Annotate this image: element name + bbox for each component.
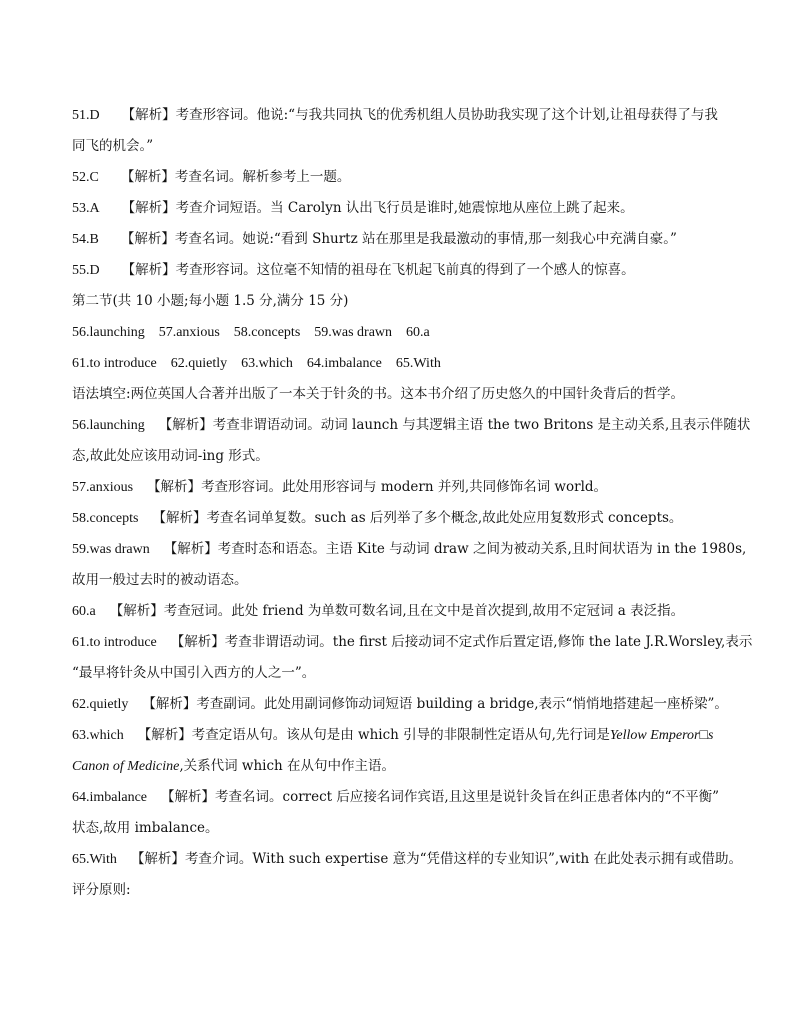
item-number: 58.concepts [72,511,139,526]
answer-item-59 [72,534,747,565]
answer-56: 56.launching [72,325,145,340]
analysis-label: 【解析】 [163,541,218,557]
analysis-text: 考查名词。她说:“看到 Shurtz 站在那里是我最激动的事情,那一刻我心中充满自豪。” [174,231,677,247]
answer-item-61 [72,627,753,658]
analysis-text-continued: 态,故此处应该用动词-ing 形式。 [72,448,269,464]
item-number: 65.With [72,852,117,867]
answer-key-page [72,100,753,906]
analysis-label: 【解析】 [137,727,192,743]
answer-item-63 [72,720,734,751]
answer-item-63-continued [72,751,734,782]
analysis-label: 【解析】 [109,603,164,619]
analysis-text: 考查时态和语态。主语 Kite 与动词 draw 之间为被动关系,且时间状语为 in the 1980s, [217,541,747,557]
analysis-label: 【解析】 [121,262,176,278]
analysis-text-continued: “最早将针灸从中国引入西方的人之一”。 [72,665,316,681]
analysis-text: 考查冠词。此处 friend 为单数可数名词,且在文中是首次提到,故用不定冠词 a 表泛指。 [163,603,685,619]
answer-item-65 [72,844,742,875]
answers-row-1 [72,317,734,348]
answer-item-59-continued [72,565,734,596]
answer-item-62 [72,689,734,720]
section-header: 第二节(共 10 小题;每小题 1.5 分,满分 15 分) [72,293,349,309]
answer-61: 61.to introduce [72,356,157,371]
answer-64: 64.imbalance [306,356,382,371]
answer-item-55 [72,255,734,286]
analysis-text: 考查非谓语动词。动词 launch 与其逻辑主语 the two Britons 是主动关系,且表示伴随状 [212,417,751,433]
answer-item-52 [72,162,734,193]
item-number: 62.quietly [72,697,129,712]
analysis-text: 考查介词短语。当 Carolyn 认出飞行员是谁时,她震惊地从座位上跳了起来。 [175,200,634,216]
answer-item-54 [72,224,734,255]
item-number: 64.imbalance [72,790,148,805]
answer-item-53 [72,193,734,224]
analysis-label: 【解析】 [147,479,202,495]
answer-item-64-continued [72,813,734,844]
analysis-text: 考查名词单复数。such as 后列举了多个概念,故此处应用复数形式 concepts。 [206,510,683,526]
analysis-label: 【解析】 [142,696,197,712]
analysis-label: 【解析】 [161,789,216,805]
item-number: 53.A [72,201,100,216]
analysis-text: 考查形容词。此处用形容词与 modern 并列,共同修饰名词 world。 [201,479,608,495]
answer-60: 60.a [406,325,430,340]
analysis-text-continued: ,关系代词 which 在从句中作主语。 [179,758,396,774]
analysis-text: 考查介词。With such expertise 意为“凭借这样的专业知识”,with 在此处表示拥有或借助。 [184,851,742,867]
analysis-text: 考查定语从句。该从句是由 which 引导的非限制性定语从句,先行词是 [191,727,610,743]
item-number: 55.D [72,263,100,278]
answer-item-60 [72,596,734,627]
analysis-text: 考查名词。correct 后应接名词作宾语,且这里是说针灸旨在纠正患者体内的“不平衡” [215,789,719,805]
item-number: 54.B [72,232,99,247]
item-number: 52.C [72,170,99,185]
analysis-text: 考查非谓语动词。the first 后接动词不定式作后置定语,修饰 the late J.R.Worsley,表示 [224,634,753,650]
book-title-part-1: Yellow Emperor□s [609,728,714,743]
answer-59: 59.was drawn [314,325,393,340]
answer-63: 63.which [241,356,293,371]
analysis-label: 【解析】 [121,107,176,123]
item-number: 57.anxious [72,480,134,495]
analysis-text: 考查名词。解析参考上一题。 [174,169,351,185]
answer-item-64 [72,782,734,813]
answer-item-56 [72,410,751,441]
analysis-label: 【解析】 [170,634,225,650]
analysis-text-continued: 故用一般过去时的被动语态。 [72,572,248,588]
analysis-label: 【解析】 [120,231,175,247]
analysis-text-continued: 同飞的机会。” [72,138,154,154]
passage-intro: 语法填空:两位英国人合著并出版了一本关于针灸的书。这本书介绍了历史悠久的中国针灸背后的哲学。 [72,386,685,402]
analysis-text: 考查形容词。他说:“与我共同执飞的优秀机组人员协助我实现了这个计划,让祖母获得了与我 [175,107,718,123]
item-number: 63.which [72,728,124,743]
answer-65: 65.With [395,356,441,371]
answer-item-56-continued [72,441,734,472]
analysis-label: 【解析】 [158,417,213,433]
item-number: 61.to introduce [72,635,157,650]
analysis-label: 【解析】 [152,510,207,526]
scoring-principles-heading: 评分原则: [72,882,131,898]
answer-58: 58.concepts [233,325,301,340]
item-number: 60.a [72,604,96,619]
book-title-part-2: Canon of Medicine [72,759,180,774]
answer-item-51-continued [72,131,734,162]
answer-57: 57.anxious [158,325,220,340]
analysis-label: 【解析】 [130,851,185,867]
answer-62: 62.quietly [170,356,228,371]
item-number: 51.D [72,108,100,123]
analysis-text-continued: 状态,故用 imbalance。 [72,820,219,836]
analysis-label: 【解析】 [121,200,176,216]
answer-item-51 [72,100,734,131]
analysis-text: 考查副词。此处用副词修饰动词短语 building a bridge,表示“悄悄地搭建起一座桥梁”。 [196,696,728,712]
answer-item-61-continued [72,658,734,689]
answer-item-58 [72,503,734,534]
analysis-label: 【解析】 [120,169,175,185]
item-number: 56.launching [72,418,145,433]
analysis-text: 考查形容词。这位毫不知情的祖母在飞机起飞前真的得到了一个感人的惊喜。 [175,262,635,278]
answer-item-57 [72,472,734,503]
answers-row-2 [72,348,734,379]
item-number: 59.was drawn [72,542,150,557]
